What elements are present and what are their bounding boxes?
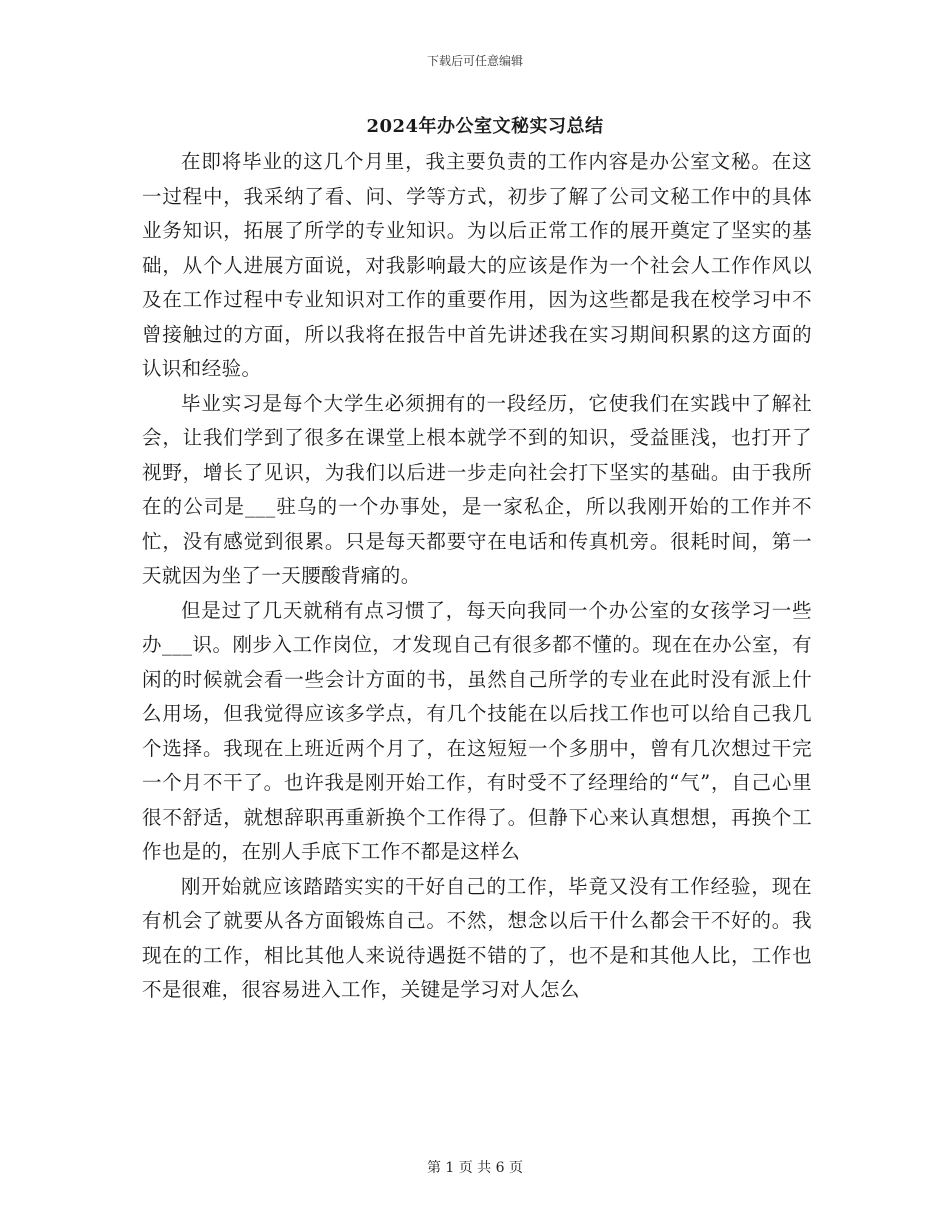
document-title: 2024年办公室文秘实习总结: [366, 116, 604, 137]
header-note: 下载后可任意编辑: [426, 54, 523, 68]
paragraph-4: 刚开始就应该踏踏实实的干好自己的工作，毕竟又没有工作经验，现在有机会了就要从各方面锻炼自己。不然，想念以后干什么都会干不好的。我现在的工作，相比其他人来说待遇挺不错的了，也不是和其他人比，工作也不是很难，很容易进入工作，关键是学习对人怎么: [142, 874, 812, 1001]
paragraph-1: 在即将毕业的这几个月里，我主要负责的工作内容是办公室文秘。在这一过程中，我采纳了看、问、学等方式，初步了解了公司文秘工作中的具体业务知识，拓展了所学的专业知识。为以后正常工作的展开奠定了坚实的基础，从个人进展方面说，对我影响最大的应该是作为一个社会人工作作风以及在工作过程中专业知识对工作的重要作用，因为这些都是我在校学习中不曾接触过的方面，所以我将在报告中首先讲述我在实习期间积累的这方面的认识和经验。: [142, 150, 812, 380]
paragraph-2: 毕业实习是每个大学生必须拥有的一段经历，它使我们在实践中了解社会，让我们学到了很多在课堂上根本就学不到的知识，受益匪浅，也打开了视野，增长了见识，为我们以后进一步走向社会打下坚实的基础。由于我所在的公司是___驻乌的一个办事处，是一家私企，所以我刚开始的工作并不忙，没有感觉到很累。只是每天都要守在电话和传真机旁。很耗时间，第一天就因为坐了一天腰酸背痛的。: [142, 391, 812, 587]
page-footer: 第 1 页 共 6 页: [426, 1160, 524, 1176]
paragraph-3: 但是过了几天就稍有点习惯了，每天向我同一个办公室的女孩学习一些办___识。刚步入工作岗位，才发现自己有很多都不懂的。现在在办公室，有闲的时候就会看一些会计方面的书，虽然自己所学的专业在此时没有派上什么用场，但我觉得应该多学点，有几个技能在以后找工作也可以给自己我几个选择。我现在上班近两个月了，在这短短一个多朋中，曾有几次想过干完一个月不干了。也许我是刚开始工作，有时受不了经理给的“气”，自己心里很不舒适，就想辞职再重新换个工作得了。但静下心来认真想想，再换个工作也是的，在别人手底下工作不都是这样么: [142, 598, 812, 863]
document-body: [142, 145, 812, 1008]
